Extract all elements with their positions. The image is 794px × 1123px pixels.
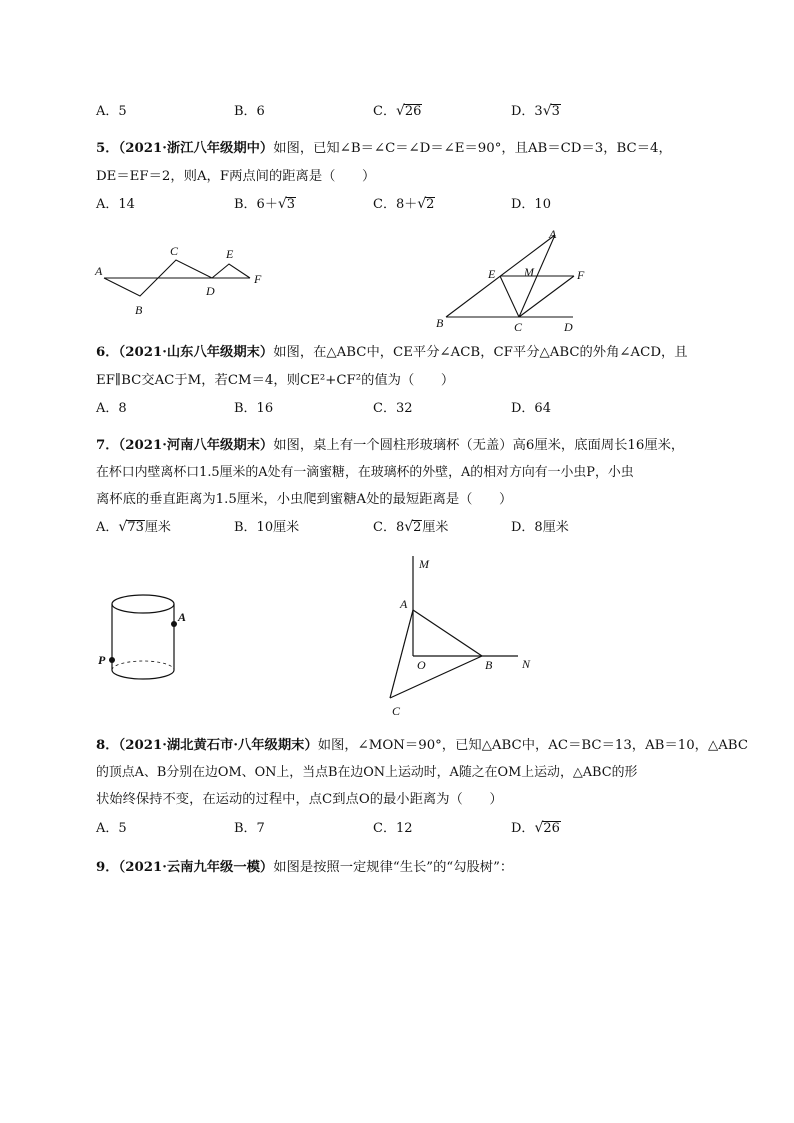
- q5-option-c-radicand: 2: [426, 197, 435, 212]
- q4-option-d: [511, 100, 561, 119]
- q6-label-e: E: [488, 267, 496, 281]
- sqrt-sign: √: [395, 103, 405, 119]
- q5-option-b: [234, 193, 296, 212]
- q5-option-c: [373, 193, 435, 212]
- q8-option-c: C．12: [373, 821, 413, 836]
- q9-source: （2021·云南九年级一模）: [118, 860, 274, 875]
- q8-label-m: M: [419, 557, 429, 571]
- q5-label-b: B: [135, 303, 143, 317]
- sqrt-sign: √: [534, 820, 544, 836]
- q8-line2: 的顶点A、B分别在边OM、ON上，当点B在边ON上运动时，A随之在OM上运动，△ABC的形: [96, 765, 638, 780]
- q7-option-a-unit: 厘米: [144, 520, 171, 535]
- q5-label-e: E: [226, 247, 234, 261]
- q4-option-c: [373, 100, 422, 119]
- q6-label-m: M: [524, 265, 534, 279]
- q7-text-1: 如图，桌上有一个圆柱形玻璃杯（无盖）高6厘米，底面周长16厘米，: [273, 438, 685, 453]
- q8-label-n: N: [522, 657, 531, 671]
- q5-label-c: C: [170, 244, 179, 258]
- q7-line2: 在杯口内壁离杯口1.5厘米的A处有一滴蜜糖，在玻璃杯的外壁，A的相对方向有一小虫P，小虫: [96, 465, 634, 480]
- q5-source: （2021·浙江八年级期中）: [118, 141, 274, 156]
- q8-option-a: A．5: [96, 821, 127, 836]
- q8-option-d: [511, 817, 561, 836]
- q7-line3: 离杯底的垂直距离为1.5厘米，小虫爬到蜜糖A处的最短距离是（ ）: [96, 492, 513, 507]
- q5-option-a: A．14: [96, 197, 135, 212]
- q4-option-d-radicand: 3: [551, 104, 560, 119]
- q5-figure: [90, 238, 280, 318]
- q7-option-c: [373, 516, 448, 535]
- q7-source: （2021·河南八年级期末）: [118, 438, 274, 453]
- sqrt-sign: √: [542, 103, 552, 119]
- q6-figure: [430, 225, 590, 335]
- q4-option-b: B．6: [234, 104, 265, 119]
- q8-number: 8．: [96, 738, 119, 753]
- q5-label-d: D: [206, 284, 215, 298]
- q4-option-c-label: C．: [373, 104, 396, 119]
- q8-text-1: 如图，∠MON＝90°，已知△ABC中，AC＝BC＝13，AB＝10，△ABC: [317, 738, 748, 753]
- q4-option-c-radicand: 26: [404, 104, 422, 119]
- q6-label-d: D: [564, 320, 573, 334]
- q8-line1: [96, 734, 748, 753]
- q7-option-a: [96, 516, 171, 535]
- q5-option-b-radicand: 3: [286, 197, 296, 212]
- q9-text-1: 如图是按照一定规律“生长”的“勾股树”：: [273, 860, 514, 875]
- q5-label-f: F: [254, 272, 262, 286]
- q7-option-d: D．8厘米: [511, 520, 569, 535]
- q5-text-1: 如图，已知∠B＝∠C＝∠D＝∠E＝90°，且AB＝CD＝3，BC＝4，: [273, 141, 672, 156]
- q8-option-d-label: D．: [511, 821, 535, 836]
- q6-label-b: B: [436, 316, 444, 330]
- q7-label-p: P: [98, 653, 106, 667]
- q5-label-a: A: [95, 264, 103, 278]
- q8-source: （2021·湖北黄石市·八年级期末）: [118, 738, 318, 753]
- sqrt-sign: √: [277, 196, 287, 212]
- q4-option-a: A．5: [96, 104, 127, 119]
- q6-option-b: B．16: [234, 401, 274, 416]
- q8-label-a: A: [400, 597, 408, 611]
- q6-text-1: 如图，在△ABC中，CE平分∠ACB，CF平分△ABC的外角∠ACD，且: [273, 345, 688, 360]
- q7-line1: [96, 434, 684, 453]
- q8-label-b: B: [485, 658, 493, 672]
- q5-number: 5．: [96, 141, 119, 156]
- q6-number: 6．: [96, 345, 119, 360]
- q7-figure: [95, 590, 195, 690]
- q5-line1: [96, 137, 672, 156]
- q6-option-a: A．8: [96, 401, 127, 416]
- q7-option-a-radicand: 73: [127, 520, 144, 535]
- q5-option-d: D．10: [511, 197, 551, 212]
- q7-label-a: A: [178, 610, 187, 624]
- q7-option-c-unit: 厘米: [422, 520, 449, 535]
- q9-number: 9．: [96, 860, 119, 875]
- q8-line3: 状始终保持不变，在运动的过程中，点C到点O的最小距离为（ ）: [96, 792, 503, 807]
- sqrt-sign: √: [417, 196, 427, 212]
- q8-label-o: O: [417, 658, 426, 672]
- q6-option-d: D．64: [511, 401, 551, 416]
- sqrt-sign: √: [118, 519, 128, 535]
- q7-option-a-label: A．: [96, 520, 119, 535]
- q6-label-f: F: [577, 268, 585, 282]
- q8-figure: [380, 550, 550, 720]
- q7-number: 7．: [96, 438, 119, 453]
- q6-line2: EF∥BC交AC于M，若CM＝4，则CE²+CF²的值为（ ）: [96, 373, 455, 388]
- q7-option-b: B．10厘米: [234, 520, 300, 535]
- q5-option-c-label: C．8＋: [373, 197, 418, 212]
- q6-source: （2021·山东八年级期末）: [118, 345, 274, 360]
- q7-option-c-radicand: 2: [413, 520, 422, 535]
- q4-option-d-label: D．3: [511, 104, 543, 119]
- q6-label-a: A: [549, 227, 557, 241]
- q6-label-c: C: [514, 320, 523, 334]
- q7-option-c-label: C．8: [373, 520, 405, 535]
- q8-option-d-radicand: 26: [543, 821, 560, 836]
- sqrt-sign: √: [404, 519, 414, 535]
- q5-line2: DE＝EF＝2，则A，F两点间的距离是（ ）: [96, 169, 376, 184]
- q6-line1: [96, 341, 688, 360]
- q5-option-b-label: B．6＋: [234, 197, 278, 212]
- q8-option-b: B．7: [234, 821, 265, 836]
- q6-option-c: C．32: [373, 401, 413, 416]
- q8-label-c: C: [392, 704, 401, 718]
- q9-line1: [96, 856, 513, 875]
